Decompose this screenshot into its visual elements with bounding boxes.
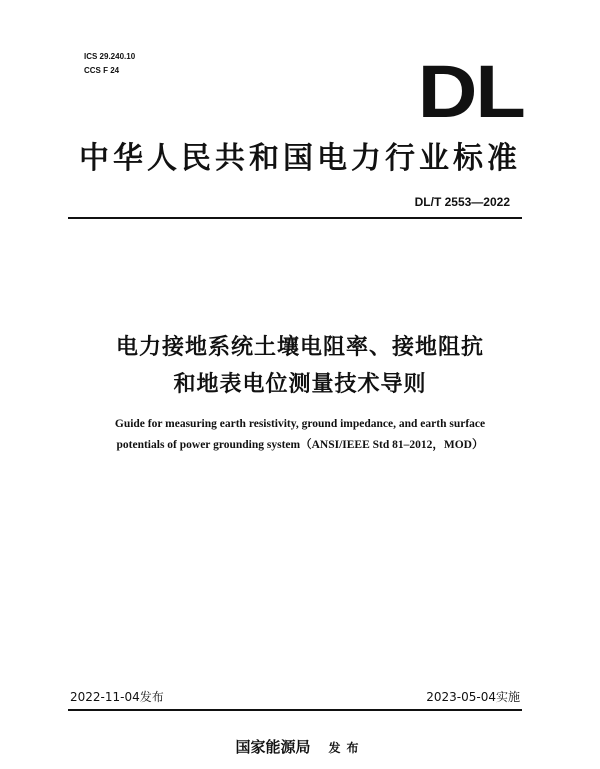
publisher-name: 国家能源局 [235,738,311,756]
dl-logo: DL [417,50,524,133]
publisher-line [0,736,600,757]
standard-category-title: 中华人民共和国电力行业标准 [79,141,521,176]
document-title-cn-line1: 电力接地系统土壤电阻率、接地阻抗 [115,335,484,360]
bottom-divider [68,709,522,711]
ics-code: ICS 29.240.10 [84,52,136,61]
document-title-en-line1: Guide for measuring earth resistivity, ground impedance, and earth surface [114,418,486,430]
standard-number: DL/T 2553—2022 [414,195,510,209]
document-title-cn-line2: 和地表电位测量技术导则 [173,372,427,397]
top-divider [68,217,522,219]
classification-codes [84,50,135,78]
ccs-code: CCS F 24 [84,66,120,75]
issue-date: 2022-11-04发布 [70,690,164,704]
document-title-en-line2: potentials of power grounding system（ANSI/IEEE Std 81–2012，MOD） [116,439,484,451]
implementation-date: 2023-05-04实施 [426,690,520,704]
publisher-action: 发布 [328,741,365,755]
